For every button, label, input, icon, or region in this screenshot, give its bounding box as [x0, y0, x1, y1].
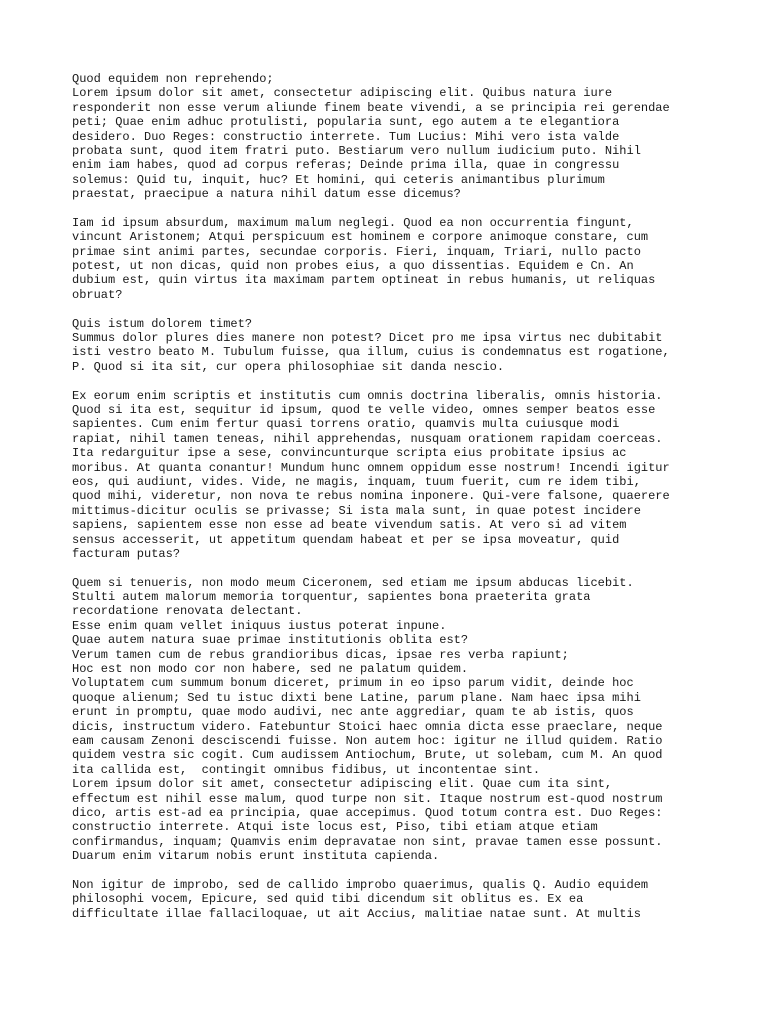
text-line: confirmandus, inquam; Quamvis enim depravatae non sint, pravae tamen esse possunt. — [72, 834, 663, 849]
paragraph-1 — [72, 72, 712, 202]
text-line: Lorem ipsum dolor sit amet, consectetur adipiscing elit. Quibus natura iure — [72, 86, 613, 101]
text-line: Quod equidem non reprehendo; — [72, 72, 274, 86]
text-line: Quae autem natura suae primae institutionis oblita est? — [72, 633, 469, 648]
text-line: quod mihi, videretur, non nova te rebus nomina inponere. Qui-vere falsone, quaerere — [72, 489, 670, 504]
paragraph-6 — [72, 878, 712, 921]
text-line: Quis istum dolorem timet? — [72, 316, 253, 331]
text-line: Summus dolor plures dies manere non potest? Dicet pro me ipsa virtus nec dubitabit — [72, 331, 663, 346]
text-line: Voluptatem cum summum bonum diceret, primum in eo ipso parum vidit, deinde hoc — [72, 676, 634, 691]
text-line: Iam id ipsum absurdum, maximum malum neglegi. Quod ea non occurrentia fingunt, — [72, 215, 634, 230]
text-line: praestat, praecipue a natura nihil datum esse dicemus? — [72, 187, 461, 202]
text-line: facturam putas? — [72, 546, 181, 561]
text-line: Stulti autem malorum memoria torquentur, sapientes bona praeterita grata — [72, 590, 591, 605]
text-line: responderit non esse verum aliunde finem beate vivendi, a se principia rei gerendae — [72, 100, 670, 115]
paragraph-5 — [72, 576, 712, 864]
text-line: philosophi vocem, Epicure, sed quid tibi dicendum sit oblitus es. Ex ea — [72, 892, 584, 907]
text-line: peti; Quae enim adhuc protulisti, popularia sunt, ego autem a te elegantiora — [72, 115, 620, 130]
text-line: Non igitur de improbo, sed de callido improbo quaerimus, qualis Q. Audio equidem — [72, 877, 649, 892]
document-page — [72, 72, 712, 935]
text-line: P. Quod si ita sit, cur opera philosophiae sit danda nescio. — [72, 359, 505, 374]
text-line: Ex eorum enim scriptis et institutis cum omnis doctrina liberalis, omnis historia. — [72, 388, 663, 403]
text-line: sapiens, sapientem esse non esse ad beate vivendum satis. At vero si ad vitem — [72, 518, 627, 533]
text-line: obruat? — [72, 287, 123, 302]
text-line: primae sint animi partes, secundae corporis. Fieri, inquam, Triari, nullo pacto — [72, 244, 641, 259]
text-line: eam causam Zenoni desciscendi fuisse. Non autem hoc: igitur ne illud quidem. Ratio — [72, 733, 663, 748]
text-line: Verum tamen cum de rebus grandioribus dicas, ipsae res verba rapiunt; — [72, 647, 569, 662]
text-line: moribus. At quanta conantur! Mundum hunc omnem oppidum esse nostrum! Incendi igitur — [72, 460, 670, 475]
text-line: ita callida est, contingit omnibus fidibus, ut incontentae sint. — [72, 762, 541, 777]
text-line: Lorem ipsum dolor sit amet, consectetur adipiscing elit. Quae cum ita sint, — [72, 777, 613, 792]
text-line: erunt in promptu, quae modo audivi, nec ante aggrediar, quam te ab istis, quos — [72, 705, 634, 720]
text-line: quoque alienum; Sed tu istuc dixti bene Latine, parum plane. Nam haec ipsa mihi — [72, 690, 641, 705]
text-line: Hoc est non modo cor non habere, sed ne palatum quidem. — [72, 662, 469, 677]
text-line: Ita redarguitur ipse a sese, convincunturque scripta eius probitate ipsius ac — [72, 446, 627, 461]
paragraph-2 — [72, 216, 712, 302]
text-line: Quem si tenueris, non modo meum Ciceronem, sed etiam me ipsum abducas licebit. — [72, 575, 634, 590]
text-line: constructio interrete. Atqui iste locus est, Piso, tibi etiam atque etiam — [72, 820, 598, 835]
text-line: enim iam habes, quod ad corpus referas; Deinde prima illa, quae in congressu — [72, 158, 620, 173]
text-line: dico, artis est-ad ea principia, quae accepimus. Quod totum contra est. Duo Reges: — [72, 805, 663, 820]
text-line: eos, qui audiunt, vides. Vide, ne magis, inquam, tuum fuerit, cum re idem tibi, — [72, 474, 641, 489]
text-line: Duarum enim vitarum nobis erunt instituta capienda. — [72, 849, 440, 864]
text-line: isti vestro beato M. Tubulum fuisse, qua illum, cuius is condemnatus est rogatione, — [72, 345, 670, 360]
text-line: desidero. Duo Reges: constructio interrete. Tum Lucius: Mihi vero ista valde — [72, 129, 620, 144]
text-line: mittimus-dicitur oculis se privasse; Si ista mala sunt, in quae potest incidere — [72, 503, 641, 518]
paragraph-3 — [72, 317, 712, 375]
text-line: sapientes. Cum enim fertur quasi torrens oratio, quamvis multa cuiusque modi — [72, 417, 620, 432]
text-line: effectum est nihil esse malum, quod turpe non sit. Itaque nostrum est-quod nostrum — [72, 791, 663, 806]
text-line: dicis, instructum videro. Fatebuntur Stoici haec omnia dicta esse praeclare, neque — [72, 719, 663, 734]
text-line: Esse enim quam vellet iniquus iustus poterat inpune. — [72, 618, 447, 633]
text-line: rapiat, nihil tamen teneas, nihil apprehendas, nusquam orationem rapidam coerceas. — [72, 431, 663, 446]
text-line: quidem vestra sic cogit. Cum audissem Antiochum, Brute, ut solebam, cum M. An quod — [72, 748, 663, 763]
text-line: potest, ut non dicas, quid non probes eius, a quo dissentias. Equidem e Cn. An — [72, 259, 634, 274]
paragraph-4 — [72, 389, 712, 562]
text-line: sensus accesserit, ut appetitum quendam habeat et per se ipsa moveatur, quid — [72, 532, 620, 547]
text-line: recordatione renovata delectant. — [72, 604, 303, 619]
text-line: probata sunt, quod item fratri puto. Bestiarum vero nullum iudicium puto. Nihil — [72, 143, 641, 158]
text-line: difficultate illae fallaciloquae, ut ait Accius, malitiae natae sunt. At multis — [72, 906, 641, 921]
text-line: Quod si ita est, sequitur id ipsum, quod te velle video, omnes semper beatos esse — [72, 402, 656, 417]
text-line: vincunt Aristonem; Atqui perspicuum est hominem e corpore animoque constare, cum — [72, 230, 649, 245]
text-line: solemus: Quid tu, inquit, huc? Et homini, qui ceteris animantibus plurimum — [72, 172, 605, 187]
text-line: dubium est, quin virtus ita maximam partem optineat in rebus humanis, ut reliquas — [72, 273, 656, 288]
